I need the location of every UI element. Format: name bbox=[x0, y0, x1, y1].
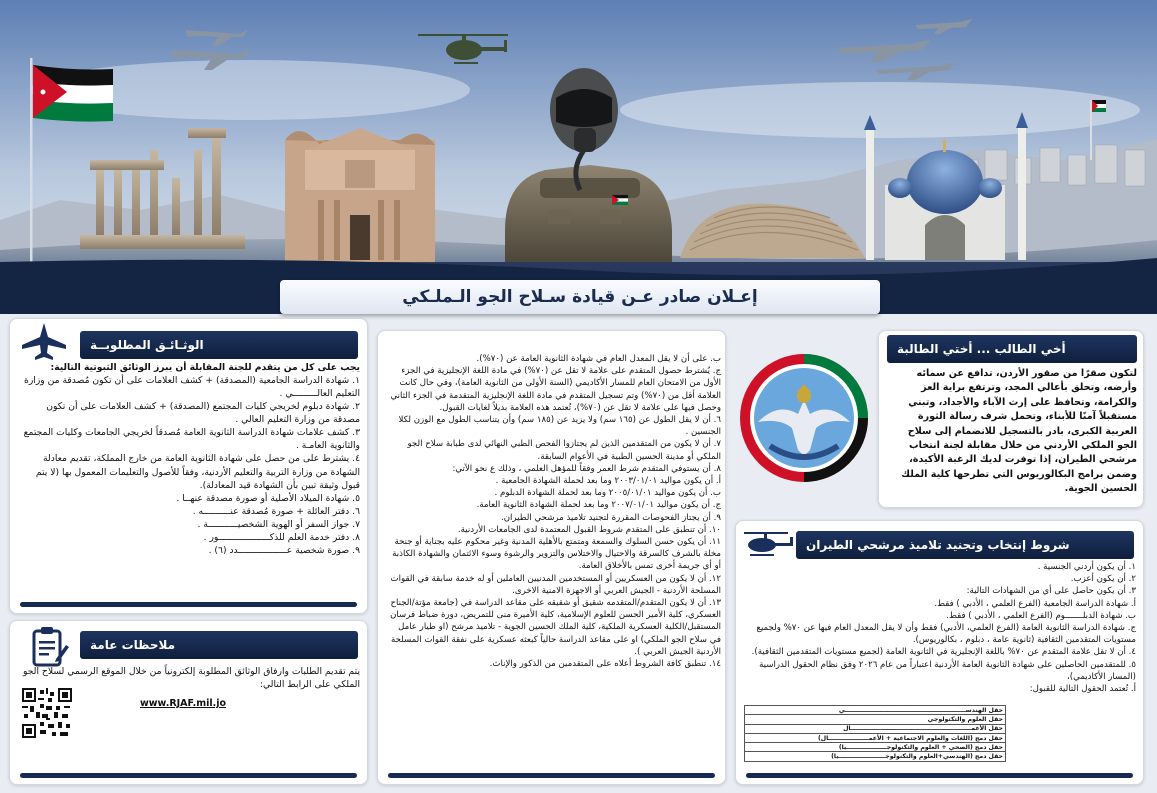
field-cell: حقل الأعمـــــــــــــــــــــــــــــــــــــــــــــــــــــــــال bbox=[745, 724, 1006, 733]
condition-item: ٣. أن يكون حاصل على أي من الشهادات التالية: bbox=[966, 586, 1136, 597]
requirement-item: ١١. أن يكون حسن السلوك والسمعة ومتمتع بالأهلية المدنية وغير محكوم عليه بجناية أو جنحة مخلة بالشرف كالسرقة والاحتيال والاختلاس والتزوير والرشوة وسوء الائتمان والشهادة الكاذبة أو أي جريمة أخرى تمس بالأخلاق العامة. bbox=[392, 537, 721, 572]
clipboard-icon bbox=[26, 625, 70, 669]
requirement-subitem: أ. أن يكون مواليد ٢٠٠٣/٠١/٠١ وما بعد لحملة الشهادة الجامعية . bbox=[495, 476, 721, 487]
field-cell: حقل الهندســـــــــــــــــــــــــــــــــــــــــــــــــــــــــي bbox=[745, 706, 1006, 715]
documents-item: ٧. جواز السفر أو الهوية الشخصيـــــــــــة . bbox=[197, 518, 360, 530]
condition-item: ٢. أن يكون أعزب. bbox=[1070, 574, 1136, 585]
condition-subitem: أ. تُعتمد الحقول التالية للقبول: bbox=[1029, 684, 1136, 695]
documents-item: ٥. شهادة الميلاد الأصلية أو صورة مصدقة عنهــا . bbox=[176, 492, 360, 504]
condition-item: ١. أن يكون أردني الجنسية . bbox=[1037, 562, 1136, 572]
requirement-item: ٧. أن لا يكون من المتقدمين الذين لم يجتازوا الفحص الطبي النهائي لدى طبابة سلاح الجو الملكي أو مدينة الحسين الطبية في الأعوام السابقة. bbox=[407, 439, 721, 462]
documents-panel bbox=[9, 318, 368, 614]
requirement-item: ٩. أن يجتاز الفحوصات المقررة لتجنيد تلاميذ مرشحي الطيران. bbox=[500, 512, 721, 523]
requirements-continued-panel bbox=[377, 330, 726, 785]
middle-footer-bar bbox=[388, 773, 715, 778]
hero-illustration bbox=[0, 0, 1157, 314]
documents-item: ١. شهادة الدراسة الجامعية (المصدقة) + كشف العلامات على أن تكون مُصدقة من وزارة التعليم العالـــــــــي . bbox=[24, 375, 360, 400]
conditions-panel bbox=[735, 520, 1144, 785]
table-row bbox=[745, 706, 1006, 715]
condition-item: ٥. للمتقدمين الحاصلين على شهادة الثانوية العامة الأردنية اعتباراً من عام ٢٠٢٦ وفق نظام الحقول الدراسية (المسار الأكاديمي)، bbox=[759, 659, 1136, 682]
requirement-item: ب. على أن لا يقل المعدل العام في شهادة الثانوية العامة عن (٧٠%). bbox=[476, 354, 721, 364]
documents-item: ٣. كشف علامات شهادة الدراسة الثانوية العامة مُصدقاً لخريجي الجامعات وكليات المجتمع والثانوية العامـة . bbox=[23, 427, 360, 452]
documents-item: ٤. يشترط على من حصل على شهادة الثانوية العامة من خارج المملكة، تقديم معادلة الشهادة من وزارة التربية والتعليم الأردنية، وفقاً للأصول والتعليمات المعمول بها (لا يتم قبول وثيقة تبين بأن الشهادة قيد المعادلة). bbox=[35, 453, 360, 491]
documents-header bbox=[80, 331, 358, 359]
qr-code-icon bbox=[22, 688, 72, 738]
conditions-footer-bar bbox=[746, 773, 1133, 778]
fighter-jet-icon bbox=[18, 321, 70, 363]
documents-intro: يجب على كل من يتقدم للجنة المقابلة أن يبرز الوثائق الثبوتية التالية: bbox=[50, 362, 360, 373]
requirement-item: ٦. أن لا يقل الطول عن (١٦٥ سم) ولا يزيد عن (١٨٥ سم) وأن يتناسب الطول مع الوزن لكلا الجنسين . bbox=[398, 415, 721, 438]
requirement-item: ج. يُشترط حصول المتقدم على علامة لا تقل عن (٧٠%) في مادة اللغة الإنجليزية في الجزء الأول من الامتحان العام للمسار الأكاديمي (السنة الأولى من الثانوية العامة)، وفي حال كانت العلامة أقل من (٧٠%) وتم تسجيل المتقدم في مادة اللغة الإنجليزية المتقدمة في الجزء الثاني وحصل فيها على علامة لا تقل عن (٧٠%)، تُعتمد هذه العلامة بديلاً لغايات القبول. bbox=[390, 366, 721, 413]
requirement-subitem: ج. أن يكون مواليد ٢٠٠٧/٠١/٠١ وما بعد لحملة الشهادة الثانوية العامة. bbox=[476, 500, 721, 511]
notes-panel bbox=[9, 620, 368, 785]
field-cell: حقل دمج (الصحي + العلوم والتكنولوجـــــــــــــــــــيا) bbox=[745, 743, 1006, 752]
notes-title: ملاحظات عامة bbox=[90, 638, 176, 652]
qr-code-graphic bbox=[22, 688, 72, 738]
documents-footer-bar bbox=[20, 602, 357, 607]
table-row bbox=[745, 743, 1006, 752]
requirement-item: ١٢. أن لا يكون من العسكريين أو المستخدمين المدنيين العاملين أو له خدمة سابقة في القوات المسلحة الأردنية - الجيش العربي أو الاجهزة الامنية الاخرى. bbox=[390, 573, 721, 596]
field-cell: حقل دمج (الهندسي+العلوم والتكنولوجــــــــــــــــــــــيا) bbox=[745, 752, 1006, 761]
conditions-title: شروط إنتخاب وتجنيد تلاميذ مرشحي الطيران bbox=[806, 538, 1070, 552]
table-row bbox=[745, 733, 1006, 742]
requirement-subitem: ب. أن يكون مواليد ٢٠٠٥/٠١/٠١ وما بعد لحملة الشهادة الدبلوم . bbox=[494, 488, 721, 499]
student-header bbox=[887, 335, 1137, 363]
table-row bbox=[745, 715, 1006, 724]
requirement-item: ١٤. تنطبق كافة الشروط أعلاه على المتقدمين من الذكور والإناث. bbox=[489, 659, 721, 670]
condition-item: ٤. أن لا تقل علامة المتقدم عن ٧٠% باللغة الإنجليزية في الثانوية العامة (لجميع مستويات المتقدمين الثقافية). bbox=[751, 647, 1136, 658]
condition-subitem: ب. شهادة الدبلـــــــوم (الفرع العلمي ، الأدبي ) فقط. bbox=[946, 610, 1136, 621]
requirement-item: ٨. أن يستوفي المتقدم شرط العمر وفقاً للمؤهل العلمي ، وذلك ع نحو الآتي: bbox=[452, 463, 721, 474]
requirement-item: ١٣. أن لا يكون المتقدم/المتقدمه شقيق أو شقيقه على مقاعد الدراسة في (جامعة مؤتة/الجناح العسكري، كلية الأمير الحسن للعلوم الإسلامية، كلية الأميرة منى للتمريض، دورة ضباط فرسان المستقبل/الكلية العسكرية الملكية، كلية الملك الحسين الجوية - تلاميذ مرشح (او طيار عامل في سلاح الجو الملكي) او على مقاعد الدراسة حالياً كبعثه عسكرية على نفقة القوات المسلحة الأردنية الجيش العربي ). bbox=[390, 598, 721, 657]
student-panel bbox=[878, 330, 1144, 508]
table-row bbox=[745, 752, 1006, 761]
notes-header bbox=[80, 631, 358, 659]
condition-subitem: أ. شهادة الدراسة الجامعية (الفرع العلمي ، الأدبي ) فقط. bbox=[934, 598, 1136, 609]
notes-footer-bar bbox=[20, 773, 357, 778]
requirement-item: ١٠. أن تنطبق على المتقدم شروط القبول المعتمدة لدى الجامعات الأردنية. bbox=[457, 524, 721, 535]
field-cell: حقل دمج (اللغات والعلوم الاجتماعية + الأعمـــــــــــــــــــال) bbox=[745, 733, 1006, 742]
documents-item: ٨. دفتر خدمة العلم للذكـــــــــــــــــــور . bbox=[203, 531, 360, 543]
student-text: لتكون صقرًا من صقور الأردن، تدافع عن سمائه وأرضه، وتحلق بأعالي المجد، وترتفع براية العز والكرامة، وتحافظ على إرث الآباء والأجداد، وتبني مستقبلاً آمنًا للأبناء، وتحمل شرف رسالة الثورة العربية الكبرى، بادر بالتسجيل للانضمام إلى سلاح الجو الملكي الأردني من خلال مقابلة لجنة انتخاب مرشحي الطيران، إذا توفرت لديك الرغبة الأكيدة، وضمن برامج البكالوريوس التي تطرحها كلية الملك الحسين الجوية. bbox=[901, 368, 1137, 495]
rjaf-emblem bbox=[738, 352, 870, 484]
student-title: أخي الطالب ... أختي الطالبة bbox=[897, 342, 1066, 356]
helicopter-icon bbox=[742, 529, 796, 559]
announcement-banner bbox=[280, 280, 880, 314]
notes-text: يتم تقديم الطلبات وارفاق الوثائق المطلوبة إلكترونياً من خلال الموقع الرسمي لسلاح الجو الملكي على الرابط التالي: bbox=[22, 666, 360, 691]
field-cell: حقل العلوم والتكنولوجي bbox=[745, 715, 1006, 724]
study-fields-table bbox=[744, 705, 1006, 762]
documents-item: ٩. صورة شخصية عــــــــــــــــــدد (٦) . bbox=[208, 544, 360, 556]
conditions-header bbox=[796, 531, 1134, 559]
documents-title: الوثـائـق المطلوبــة bbox=[90, 338, 204, 352]
documents-item: ٢. شهادة دبلوم لخريجي كليات المجتمع (المصدقة) + كشف العلامات على أن تكون مصدقة من وزارة التعليم العالي . bbox=[46, 401, 360, 426]
documents-item: ٦. دفتر العائلة + صورة مُصدقة عنــــــــــه . bbox=[192, 505, 360, 517]
hero-image bbox=[0, 0, 1157, 314]
condition-subitem: ج. شهادة الدراسة الثانوية العامة (الفرع العلمي، الأدبي) فقط وأن لا يقل المعدل العام فيها عن ٧٠% ولجميع مستويات المتقدمين الثقافية (ثانوية عامة ، دبلوم ، بكالوريوس). bbox=[756, 623, 1136, 646]
table-row bbox=[745, 724, 1006, 733]
banner-title: إعـلان صادر عـن قيادة سـلاح الجو الـملـكي bbox=[402, 287, 758, 307]
rjaf-website-link[interactable]: www.RJAF.mil.jo bbox=[140, 698, 227, 709]
